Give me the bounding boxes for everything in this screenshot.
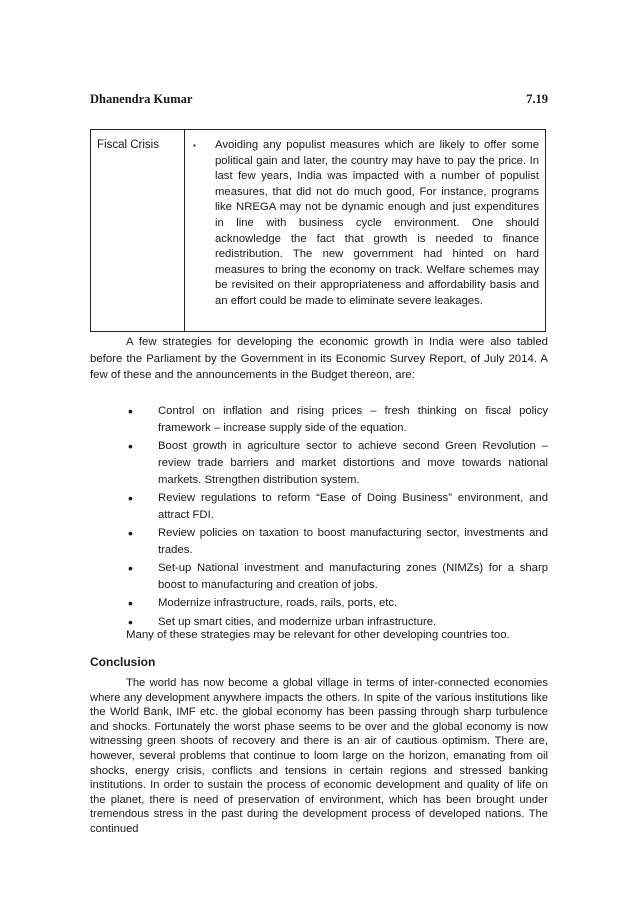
closing-line: Many of these strategies may be relevant for other developing countries too. — [126, 629, 510, 641]
table-content — [185, 130, 545, 331]
page-header — [90, 92, 548, 107]
intro-paragraph: A few strategies for developing the economic growth in India were also tabled before the Parliament by the Government in its Economic Survey Report, of July 2014. A few of these and the announcements in the Budget thereon, are: — [90, 336, 548, 382]
strategy-list — [128, 403, 548, 632]
bullet-icon: • — [128, 595, 133, 612]
fiscal-crisis-table — [90, 129, 546, 332]
list-item: • Boost growth in agriculture sector to achieve second Green Revolution – review trade barriers and market distortions and move towards national markets. Strengthen distribution system. — [128, 438, 548, 488]
list-item: • Set-up National investment and manufacturing zones (NIMZs) for a sharp boost to manufacturing and creation of jobs. — [128, 560, 548, 594]
conclusion-heading: Conclusion — [90, 655, 156, 669]
list-item: • Review regulations to reform “Ease of Doing Business” environment, and attract FDI. — [128, 490, 548, 524]
list-item: • Modernize infrastructure, roads, rails, ports, etc. — [128, 595, 398, 612]
table-label: Fiscal Crisis — [91, 130, 185, 331]
table-text: Avoiding any populist measures which are likely to offer some political gain and later, the country may have to pay the price. In last few years, India was impacted with a number of populist measures, that did not do much good, For instance, programs like NREGA may not be dynamic enough and just expenditures in line with business cycle environment. One should acknowledge the fact that growth is needed to finance redistribution. The new government had hinted on hard measures to bring the economy on track. Welfare schemes may be revisited on their appropriateness and affordability basis and an effort could be made to eliminate severe leakages. — [215, 139, 539, 307]
bullet-icon: • — [128, 489, 133, 506]
conclusion-paragraph: The world has now become a global village in terms of inter-connected economies where any development anywhere impacts the others. In spite of the various institutions like the World Bank, IMF etc. the global economy has been passing through sharp turbulence and shocks. Fortunately the worst phase seems to be over and the global economy is now witnessing green shoots of recovery and there is an air of cautious optimism. There are, however, several problems that continue to loom large on the horizon, emanating from oil shocks, energy crisis, conflicts and tensions in certain regions and stressed banking institutions. In order to sustain the process of economic development and quality of life on the planet, there is need of preservation of environment, which has been brought under tremendous stress in the past during the development process of developed nations. The continued — [90, 677, 548, 835]
author-name: Dhanendra Kumar — [90, 92, 193, 106]
page-number: 7.19 — [526, 92, 548, 106]
square-bullet-icon: ▪ — [193, 141, 196, 150]
bullet-icon: • — [128, 560, 133, 577]
list-item: • Review policies on taxation to boost manufacturing sector, investments and trades. — [128, 525, 548, 559]
bullet-icon: • — [128, 525, 133, 542]
bullet-icon: • — [128, 438, 133, 455]
bullet-icon: • — [128, 403, 133, 419]
list-item: • Control on inflation and rising prices – fresh thinking on fiscal policy framework – increase supply side of the equation. — [128, 403, 548, 437]
list-item: • Set up smart cities, and modernize urban infrastructure. — [128, 613, 437, 630]
bullet-icon: • — [128, 613, 133, 630]
